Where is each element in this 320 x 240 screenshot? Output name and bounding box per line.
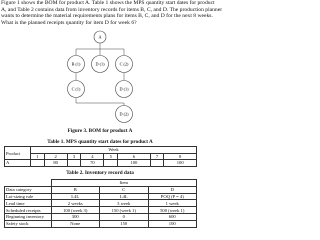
inventory-value-cell: L4L <box>100 193 149 200</box>
inventory-value-cell: POQ (P = 4) <box>148 193 197 200</box>
inventory-table <box>4 179 197 228</box>
table-row <box>5 207 197 214</box>
inventory-item-cell: C <box>100 186 149 193</box>
bom-connectors <box>76 43 124 106</box>
mps-value-cell <box>67 160 81 167</box>
mps-week-cell: 7 <box>150 153 164 160</box>
table-row <box>5 200 197 207</box>
inventory-item-cell: D <box>148 186 197 193</box>
inventory-value-cell: None <box>51 220 100 227</box>
bom-node-c-child-label: C (1) <box>71 86 81 92</box>
inventory-value-cell: 500 (week 1) <box>148 207 197 214</box>
inventory-item-cell: B <box>51 186 100 193</box>
inventory-row-label: Scheduled receipts <box>5 207 52 214</box>
mps-value-cell <box>150 160 164 167</box>
mps-week-header: Week <box>31 147 197 154</box>
table2-caption: Table 2. Inventory record data <box>66 170 134 176</box>
mps-product-header: Product <box>5 147 31 160</box>
problem-line: Figure 1 shows the BOM for product A. Table 1 shows the MPS quantity start dates for product <box>1 0 215 6</box>
bom-node-c-label: C (2) <box>119 61 129 67</box>
inventory-value-cell: 300 <box>51 213 100 220</box>
inventory-value-cell: 100 <box>148 220 197 227</box>
mps-week-cell: 3 <box>67 153 81 160</box>
mps-product-cell: A <box>5 160 31 167</box>
bom-node-d-child-label: D (1) <box>119 86 129 92</box>
table-row <box>5 213 197 220</box>
inventory-row-label: Lead time <box>5 200 52 207</box>
mps-week-cell: 4 <box>81 153 104 160</box>
mps-value-cell <box>104 160 118 167</box>
inventory-value-cell: 1 week <box>148 200 197 207</box>
mps-week-cell: 5 <box>104 153 118 160</box>
mps-week-cell: 2 <box>44 153 67 160</box>
inventory-value-cell: 600 <box>148 213 197 220</box>
mps-value-cell <box>31 160 45 167</box>
figure-caption: Figure 3. BOM for product A <box>67 128 133 134</box>
bom-node-d-grandchild-label: D (2) <box>119 111 129 117</box>
inventory-row-label: Beginning inventory <box>5 213 52 220</box>
bom-node-b-label: B (1) <box>71 61 81 67</box>
inventory-category-header: Data category <box>5 186 52 193</box>
table-row <box>5 193 197 200</box>
inventory-value-cell: 100 (week 3) <box>51 207 100 214</box>
mps-value-cell: 80 <box>44 160 67 167</box>
problem-line: A, and Table 2 contains data from inventory records for items B, C, and D. The production planner <box>1 6 223 13</box>
bom-node-d-label: D (1) <box>95 61 105 67</box>
problem-line: wants to determine the material requirements plans for items B, C, and D for the next 8 weeks. <box>1 13 213 20</box>
inventory-value-cell: 3 week <box>100 200 149 207</box>
inventory-corner <box>5 180 52 187</box>
inventory-value-cell: L4L <box>51 193 100 200</box>
inventory-value-cell: 2 weeks <box>51 200 100 207</box>
inventory-item-header: Item <box>51 180 197 187</box>
inventory-value-cell: 0 <box>100 213 149 220</box>
mps-value-cell: 70 <box>81 160 104 167</box>
inventory-row-label: Lot-sizing rule <box>5 193 52 200</box>
mps-week-cell: 1 <box>31 153 45 160</box>
inventory-value-cell: 150 (week 1) <box>100 207 149 214</box>
mps-value-cell: 100 <box>164 160 197 167</box>
problem-line: What is the planned receipts quantity for item D for week 6? <box>1 20 137 27</box>
inventory-row-label: Safety stock <box>5 220 52 227</box>
inventory-value-cell: 150 <box>100 220 149 227</box>
bom-node-root-label: A <box>98 34 102 40</box>
mps-week-cell: 6 <box>118 153 151 160</box>
mps-value-cell: 100 <box>118 160 151 167</box>
table1-caption: Table 1. MPS quantity start dates for product A <box>47 139 153 145</box>
mps-table <box>4 146 197 167</box>
mps-week-cell: 8 <box>164 153 197 160</box>
table-row <box>5 220 197 227</box>
